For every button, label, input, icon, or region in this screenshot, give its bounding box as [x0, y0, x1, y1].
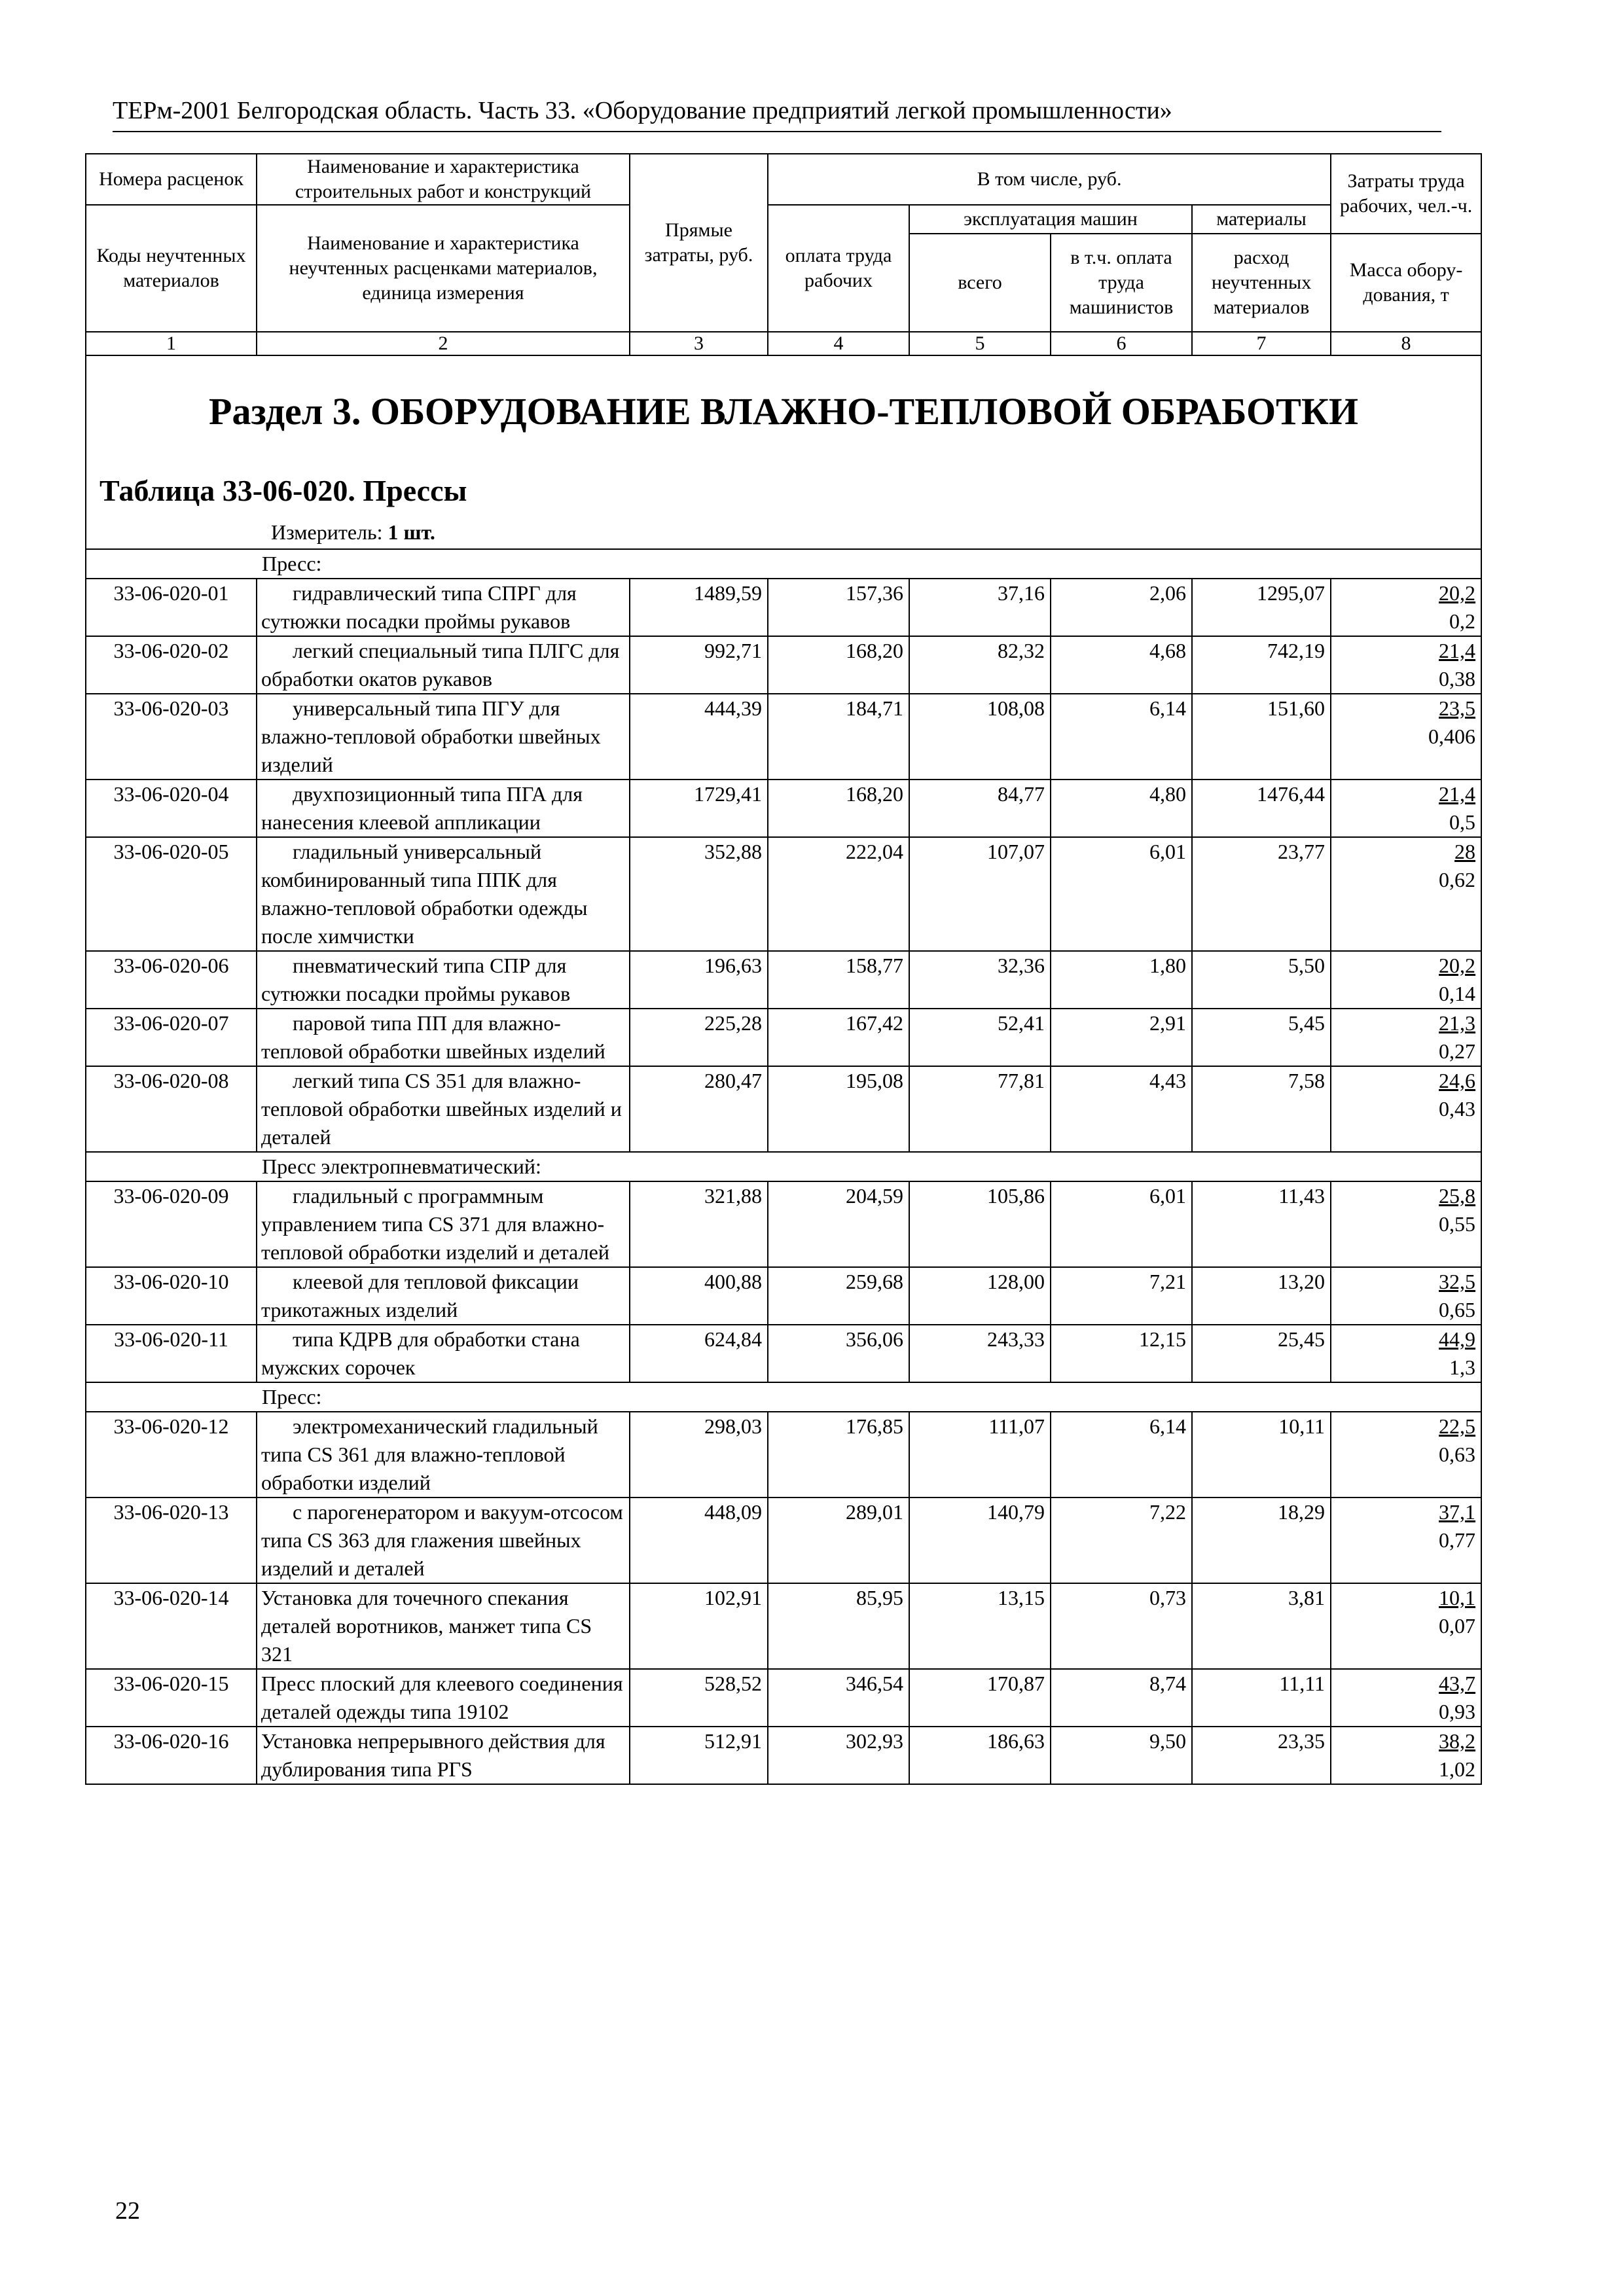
- machine-costs: 13,15: [909, 1583, 1051, 1669]
- rate-code: 33-06-020-05: [86, 837, 257, 951]
- machine-costs: 243,33: [909, 1325, 1051, 1382]
- material-costs: 1295,07: [1192, 579, 1331, 636]
- equipment-mass: 0,14: [1439, 982, 1476, 1005]
- machinist-pay: 0,73: [1051, 1583, 1192, 1669]
- table-row: [86, 636, 1481, 694]
- labor-and-mass: [1331, 1181, 1481, 1267]
- column-number: 4: [768, 332, 909, 355]
- labor-costs: 44,9: [1439, 1327, 1476, 1351]
- group-label: Пресс:: [257, 1382, 1331, 1412]
- machinist-pay: 2,06: [1051, 579, 1192, 636]
- equipment-mass: 1,3: [1449, 1355, 1476, 1379]
- work-name-text: типа КДРВ для обработки стана мужских сорочек: [261, 1327, 580, 1379]
- material-costs: 5,45: [1192, 1009, 1331, 1066]
- material-costs: 10,11: [1192, 1412, 1331, 1498]
- header-machine-operation: эксплуатация машин: [909, 205, 1192, 234]
- machine-costs: 108,08: [909, 694, 1051, 780]
- material-costs: 25,45: [1192, 1325, 1331, 1382]
- work-name-text: гидравлический типа СПРГ для сутюжки посадки проймы рукавов: [261, 581, 577, 633]
- page-number: 22: [115, 2197, 140, 2225]
- direct-costs: 992,71: [630, 636, 768, 694]
- labor-and-mass: [1331, 780, 1481, 837]
- section-title: Раздел 3. ОБОРУДОВАНИЕ ВЛАЖНО-ТЕПЛОВОЙ ОБРАБОТКИ: [209, 390, 1359, 433]
- work-name: [257, 579, 630, 636]
- header-labor-costs: Затраты труда рабочих, чел.-ч.: [1331, 154, 1481, 234]
- work-name: [257, 780, 630, 837]
- labor-and-mass: [1331, 1009, 1481, 1066]
- machinist-pay: 7,21: [1051, 1267, 1192, 1325]
- rate-code: 33-06-020-11: [86, 1325, 257, 1382]
- worker-pay: 259,68: [768, 1267, 909, 1325]
- direct-costs: 512,91: [630, 1727, 768, 1784]
- machine-costs: 107,07: [909, 837, 1051, 951]
- group-row: [86, 1382, 1481, 1412]
- labor-and-mass: [1331, 1669, 1481, 1727]
- direct-costs: 444,39: [630, 694, 768, 780]
- direct-costs: 1729,41: [630, 780, 768, 837]
- labor-and-mass: [1331, 1498, 1481, 1583]
- work-name-text: Установка для точечного спекания деталей воротников, манжет типа CS 321: [261, 1586, 592, 1666]
- work-name-text: универсальный типа ПГУ для влажно-тепловой обработки швейных изделий: [261, 696, 601, 776]
- table-row: [86, 1181, 1481, 1267]
- machine-costs: 37,16: [909, 579, 1051, 636]
- material-costs: 1476,44: [1192, 780, 1331, 837]
- column-number: 3: [630, 332, 768, 355]
- work-name: [257, 1669, 630, 1727]
- rate-code: 33-06-020-16: [86, 1727, 257, 1784]
- group-row: [86, 549, 1481, 579]
- worker-pay: 176,85: [768, 1412, 909, 1498]
- worker-pay: 158,77: [768, 951, 909, 1009]
- machinist-pay: 6,01: [1051, 1181, 1192, 1267]
- measure-line: [86, 509, 1481, 548]
- equipment-mass: 0,55: [1439, 1212, 1476, 1236]
- rate-code: 33-06-020-13: [86, 1498, 257, 1583]
- direct-costs: 528,52: [630, 1669, 768, 1727]
- work-name: [257, 1498, 630, 1583]
- machinist-pay: 1,80: [1051, 951, 1192, 1009]
- measure-label: Измеритель:: [271, 520, 383, 544]
- machinist-pay: 6,01: [1051, 837, 1192, 951]
- machine-costs: 186,63: [909, 1727, 1051, 1784]
- header-unrecorded-codes: Коды неучтенных материалов: [86, 205, 257, 332]
- labor-costs: 23,5: [1439, 696, 1476, 720]
- header-direct-costs: Прямые затраты, руб.: [630, 154, 768, 332]
- header-unrecorded-name: Наименование и характеристика неучтенных расценками материалов, единица измерения: [257, 205, 630, 332]
- work-name-text: паровой типа ПП для влажно-тепловой обработки швейных изделий: [261, 1011, 605, 1063]
- equipment-mass: 0,43: [1439, 1097, 1476, 1121]
- rate-code: 33-06-020-07: [86, 1009, 257, 1066]
- table-row: [86, 1066, 1481, 1152]
- labor-and-mass: [1331, 1325, 1481, 1382]
- header-material-use: расход неучтенных материалов: [1192, 234, 1331, 332]
- labor-costs: 21,3: [1439, 1011, 1476, 1035]
- material-costs: 742,19: [1192, 636, 1331, 694]
- equipment-mass: 0,62: [1439, 868, 1476, 891]
- table-title: Таблица 33-06-020. Прессы: [99, 474, 467, 507]
- direct-costs: 298,03: [630, 1412, 768, 1498]
- equipment-mass: 0,406: [1428, 725, 1476, 748]
- work-name-text: гладильный с программным управлением типа CS 371 для влажно-тепловой обработки изделий и деталей: [261, 1184, 609, 1264]
- machine-costs: 170,87: [909, 1669, 1051, 1727]
- labor-costs: 21,4: [1439, 782, 1476, 806]
- labor-costs: 28: [1454, 840, 1476, 863]
- equipment-mass: 0,2: [1449, 609, 1476, 633]
- material-costs: 13,20: [1192, 1267, 1331, 1325]
- machinist-pay: 6,14: [1051, 1412, 1192, 1498]
- rate-code: 33-06-020-15: [86, 1669, 257, 1727]
- machinist-pay: 4,80: [1051, 780, 1192, 837]
- machine-costs: 140,79: [909, 1498, 1051, 1583]
- work-name-text: электромеханический гладильный типа CS 361 для влажно-тепловой обработки изделий: [261, 1414, 598, 1494]
- machinist-pay: 8,74: [1051, 1669, 1192, 1727]
- group-label: Пресс электропневматический:: [257, 1152, 1331, 1181]
- worker-pay: 168,20: [768, 636, 909, 694]
- work-name: [257, 1325, 630, 1382]
- column-number: 5: [909, 332, 1051, 355]
- rate-code: 33-06-020-03: [86, 694, 257, 780]
- rate-code: 33-06-020-02: [86, 636, 257, 694]
- labor-costs: 21,4: [1439, 639, 1476, 662]
- column-number: 6: [1051, 332, 1192, 355]
- section-header: [86, 355, 1481, 549]
- direct-costs: 352,88: [630, 837, 768, 951]
- header-total: всего: [909, 234, 1051, 332]
- direct-costs: 225,28: [630, 1009, 768, 1066]
- column-numbers-row: [86, 332, 1481, 355]
- machine-costs: 52,41: [909, 1009, 1051, 1066]
- work-name: [257, 1727, 630, 1784]
- table-row: [86, 1583, 1481, 1669]
- labor-and-mass: [1331, 1267, 1481, 1325]
- direct-costs: 321,88: [630, 1181, 768, 1267]
- table-row: [86, 1498, 1481, 1583]
- machinist-pay: 2,91: [1051, 1009, 1192, 1066]
- material-costs: 3,81: [1192, 1583, 1331, 1669]
- table-row: [86, 1267, 1481, 1325]
- header-including: В том числе, руб.: [768, 154, 1331, 205]
- direct-costs: 102,91: [630, 1583, 768, 1669]
- labor-and-mass: [1331, 694, 1481, 780]
- equipment-mass: 0,38: [1439, 667, 1476, 691]
- header-worker-pay: оплата труда рабочих: [768, 205, 909, 332]
- material-costs: 23,35: [1192, 1727, 1331, 1784]
- machine-costs: 32,36: [909, 951, 1051, 1009]
- header-work-name: Наименование и характеристика строительных работ и конструкций: [257, 154, 630, 205]
- table-row: [86, 1669, 1481, 1727]
- rate-code: 33-06-020-14: [86, 1583, 257, 1669]
- direct-costs: 280,47: [630, 1066, 768, 1152]
- labor-costs: 22,5: [1439, 1414, 1476, 1438]
- material-costs: 7,58: [1192, 1066, 1331, 1152]
- work-name-text: клеевой для тепловой фиксации трикотажных изделий: [261, 1270, 579, 1321]
- work-name-text: двухпозиционный типа ПГА для нанесения клеевой аппликации: [261, 782, 583, 834]
- direct-costs: 1489,59: [630, 579, 768, 636]
- labor-and-mass: [1331, 1727, 1481, 1784]
- rates-table: [85, 153, 1482, 1785]
- table-header: [86, 154, 1481, 355]
- labor-and-mass: [1331, 1583, 1481, 1669]
- rate-code: 33-06-020-09: [86, 1181, 257, 1267]
- equipment-mass: 0,93: [1439, 1700, 1476, 1723]
- equipment-mass: 1,02: [1439, 1757, 1476, 1781]
- column-number: 8: [1331, 332, 1481, 355]
- table-row: [86, 694, 1481, 780]
- rate-code: 33-06-020-06: [86, 951, 257, 1009]
- direct-costs: 448,09: [630, 1498, 768, 1583]
- labor-and-mass: [1331, 1066, 1481, 1152]
- worker-pay: 289,01: [768, 1498, 909, 1583]
- work-name-text: Установка непрерывного действия для дублирования типа PГS: [261, 1729, 605, 1781]
- material-costs: 11,43: [1192, 1181, 1331, 1267]
- work-name-text: гладильный универсальный комбинированный типа ППК для влажно-тепловой обработки одежды после химчистки: [261, 840, 588, 948]
- table-row: [86, 1009, 1481, 1066]
- worker-pay: 356,06: [768, 1325, 909, 1382]
- machine-costs: 77,81: [909, 1066, 1051, 1152]
- work-name-text: Пресс плоский для клеевого соединения деталей одежды типа 19102: [261, 1672, 623, 1723]
- machinist-pay: 12,15: [1051, 1325, 1192, 1382]
- worker-pay: 195,08: [768, 1066, 909, 1152]
- labor-costs: 20,2: [1439, 954, 1476, 977]
- work-name: [257, 694, 630, 780]
- work-name: [257, 636, 630, 694]
- labor-costs: 37,1: [1439, 1500, 1476, 1524]
- work-name: [257, 1267, 630, 1325]
- table-body: [86, 355, 1481, 1784]
- material-costs: 151,60: [1192, 694, 1331, 780]
- work-name: [257, 1583, 630, 1669]
- column-number: 1: [86, 332, 257, 355]
- worker-pay: 157,36: [768, 579, 909, 636]
- worker-pay: 184,71: [768, 694, 909, 780]
- work-name: [257, 1066, 630, 1152]
- rate-code: 33-06-020-01: [86, 579, 257, 636]
- material-costs: 18,29: [1192, 1498, 1331, 1583]
- machine-costs: 82,32: [909, 636, 1051, 694]
- worker-pay: 85,95: [768, 1583, 909, 1669]
- material-costs: 23,77: [1192, 837, 1331, 951]
- worker-pay: 204,59: [768, 1181, 909, 1267]
- machine-costs: 105,86: [909, 1181, 1051, 1267]
- table-row: [86, 951, 1481, 1009]
- rate-code: 33-06-020-08: [86, 1066, 257, 1152]
- equipment-mass: 0,77: [1439, 1528, 1476, 1552]
- work-name: [257, 951, 630, 1009]
- work-name-text: с парогенератором и вакуум-отсосом типа CS 363 для глажения швейных изделий и деталей: [261, 1500, 623, 1580]
- machine-costs: 111,07: [909, 1412, 1051, 1498]
- worker-pay: 222,04: [768, 837, 909, 951]
- work-name-text: легкий специальный типа ПЛГС для обработки окатов рукавов: [261, 639, 620, 691]
- labor-and-mass: [1331, 1412, 1481, 1498]
- machinist-pay: 9,50: [1051, 1727, 1192, 1784]
- labor-costs: 38,2: [1439, 1729, 1476, 1753]
- labor-costs: 43,7: [1439, 1672, 1476, 1695]
- direct-costs: 400,88: [630, 1267, 768, 1325]
- equipment-mass: 0,07: [1439, 1614, 1476, 1638]
- machine-costs: 128,00: [909, 1267, 1051, 1325]
- page-header: ТЕРм-2001 Белгородская область. Часть 33. «Оборудование предприятий легкой промышленности»: [113, 96, 1441, 132]
- work-name: [257, 1181, 630, 1267]
- labor-costs: 32,5: [1439, 1270, 1476, 1293]
- worker-pay: 168,20: [768, 780, 909, 837]
- table-row: [86, 1727, 1481, 1784]
- group-row: [86, 1152, 1481, 1181]
- rate-code: 33-06-020-12: [86, 1412, 257, 1498]
- machinist-pay: 6,14: [1051, 694, 1192, 780]
- labor-costs: 10,1: [1439, 1586, 1476, 1609]
- equipment-mass: 0,65: [1439, 1298, 1476, 1321]
- work-name-text: легкий типа CS 351 для влажно-тепловой обработки швейных изделий и деталей: [261, 1069, 622, 1149]
- rate-code: 33-06-020-04: [86, 780, 257, 837]
- machine-costs: 84,77: [909, 780, 1051, 837]
- machinist-pay: 4,43: [1051, 1066, 1192, 1152]
- header-materials: материалы: [1192, 205, 1331, 234]
- header-machinist-pay: в т.ч. оплата труда машинистов: [1051, 234, 1192, 332]
- column-number: 7: [1192, 332, 1331, 355]
- header-rate-numbers: Номера расценок: [86, 154, 257, 205]
- labor-and-mass: [1331, 951, 1481, 1009]
- group-label: Пресс:: [257, 549, 1331, 579]
- table-row: [86, 780, 1481, 837]
- labor-costs: 24,6: [1439, 1069, 1476, 1092]
- direct-costs: 624,84: [630, 1325, 768, 1382]
- labor-costs: 25,8: [1439, 1184, 1476, 1208]
- table-row: [86, 1412, 1481, 1498]
- material-costs: 5,50: [1192, 951, 1331, 1009]
- table-row: [86, 579, 1481, 636]
- equipment-mass: 0,27: [1439, 1039, 1476, 1063]
- header-equipment-mass: Масса обору-дования, т: [1331, 234, 1481, 332]
- labor-and-mass: [1331, 579, 1481, 636]
- labor-costs: 20,2: [1439, 581, 1476, 605]
- machinist-pay: 4,68: [1051, 636, 1192, 694]
- direct-costs: 196,63: [630, 951, 768, 1009]
- table-row: [86, 1325, 1481, 1382]
- machinist-pay: 7,22: [1051, 1498, 1192, 1583]
- column-number: 2: [257, 332, 630, 355]
- worker-pay: 167,42: [768, 1009, 909, 1066]
- work-name: [257, 837, 630, 951]
- work-name: [257, 1412, 630, 1498]
- labor-and-mass: [1331, 837, 1481, 951]
- worker-pay: 302,93: [768, 1727, 909, 1784]
- worker-pay: 346,54: [768, 1669, 909, 1727]
- rate-code: 33-06-020-10: [86, 1267, 257, 1325]
- table-row: [86, 837, 1481, 951]
- equipment-mass: 0,5: [1449, 810, 1476, 834]
- work-name: [257, 1009, 630, 1066]
- work-name-text: пневматический типа СПР для сутюжки посадки проймы рукавов: [261, 954, 571, 1005]
- labor-and-mass: [1331, 636, 1481, 694]
- equipment-mass: 0,63: [1439, 1443, 1476, 1466]
- measure-value: 1 шт.: [388, 520, 435, 544]
- material-costs: 11,11: [1192, 1669, 1331, 1727]
